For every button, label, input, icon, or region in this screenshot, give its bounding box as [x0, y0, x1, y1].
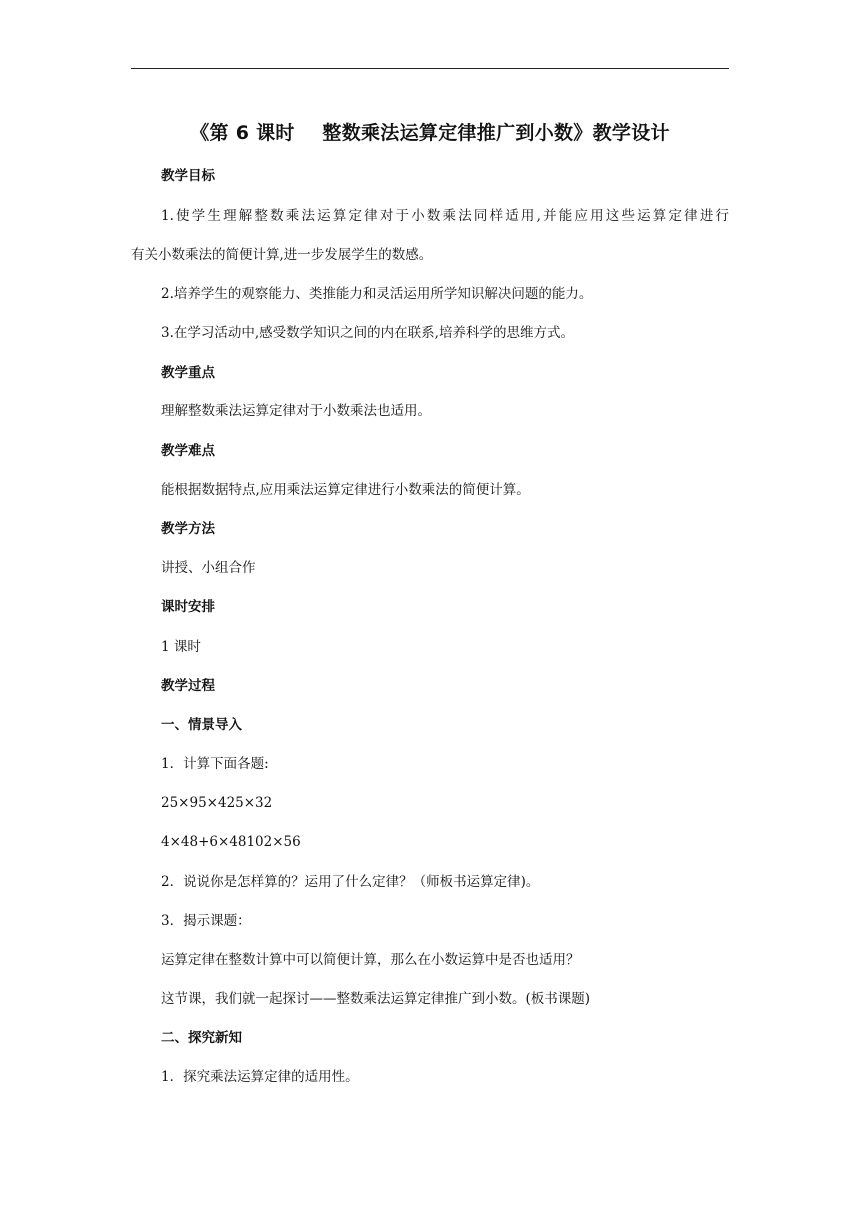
goals-heading: 教学目标 — [161, 168, 215, 184]
process-heading: 教学过程 — [161, 678, 215, 694]
method-heading: 教学方法 — [161, 521, 215, 537]
goal-1-line-1: 1.使学生理解整数乘法运算定律对于小数乘法同样适用,并能应用这些运算定律进行 — [161, 208, 729, 224]
schedule-text: 1 课时 — [161, 639, 201, 655]
schedule-heading: 课时安排 — [161, 599, 215, 615]
part-1-item-1: 1．计算下面各题: — [161, 756, 269, 772]
goal-2: 2.培养学生的观察能力、类推能力和灵活运用所学知识解决问题的能力。 — [161, 286, 593, 302]
part-1-expression-2: 4×48+6×48102×56 — [161, 834, 301, 850]
part-1-item-3: 3．揭示课题： — [161, 913, 251, 929]
key-points-heading: 教学重点 — [161, 365, 215, 381]
part-2-item-1: 1．探究乘法运算定律的适用性。 — [161, 1069, 359, 1085]
method-text: 讲授、小组合作 — [161, 560, 256, 576]
part-1-text-1: 运算定律在整数计算中可以简便计算，那么在小数运算中是否也适用？ — [161, 952, 580, 968]
part-1-text-2: 这节课，我们就一起探讨——整数乘法运算定律推广到小数。(板书课题) — [161, 991, 591, 1007]
header-rule — [131, 68, 729, 69]
part-1-heading: 一、情景导入 — [161, 717, 242, 733]
part-1-expression-1: 25×95×425×32 — [161, 795, 273, 811]
goal-1-line-2: 有关小数乘法的简便计算,进一步发展学生的数感。 — [131, 247, 433, 263]
difficulty-text: 能根据数据特点,应用乘法运算定律进行小数乘法的简便计算。 — [161, 482, 530, 498]
part-1-item-2: 2．说说你是怎样算的？运用了什么定律？（师板书运算定律)。 — [161, 874, 540, 890]
difficulty-heading: 教学难点 — [161, 443, 215, 459]
goal-3: 3.在学习活动中,感受数学知识之间的内在联系,培养科学的思维方式。 — [161, 325, 574, 341]
key-points-text: 理解整数乘法运算定律对于小数乘法也适用。 — [161, 403, 431, 419]
part-2-heading: 二、探究新知 — [161, 1030, 242, 1046]
document-title: 《第 6 课时 整数乘法运算定律推广到小数》教学设计 — [190, 122, 670, 144]
